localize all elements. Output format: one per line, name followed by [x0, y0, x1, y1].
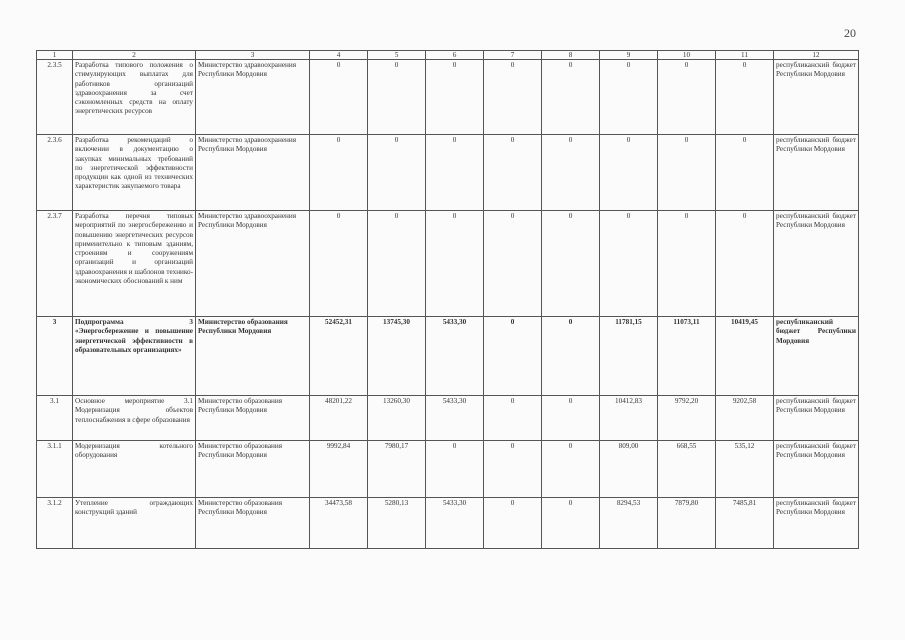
- row-executor: Министерство здравоохранения Республики Мордовия: [196, 60, 310, 135]
- row-source: республиканский бюджет Республики Мордовия: [774, 498, 859, 549]
- row-value: 10419,45: [716, 317, 774, 396]
- table-row: [37, 135, 859, 211]
- header-cell: 6: [426, 51, 484, 60]
- row-executor: Министерство образования Республики Мордовия: [196, 396, 310, 441]
- row-value: 9992,84: [310, 441, 368, 498]
- row-value: 13745,30: [368, 317, 426, 396]
- row-executor: Министерство здравоохранения Республики Мордовия: [196, 135, 310, 211]
- table-row-subprogram: [37, 317, 859, 396]
- row-value: 0: [542, 211, 600, 317]
- row-value: 0: [542, 498, 600, 549]
- row-value: 0: [542, 441, 600, 498]
- row-value: 48201,22: [310, 396, 368, 441]
- table-row: [37, 441, 859, 498]
- header-cell: 7: [484, 51, 542, 60]
- row-value: 0: [310, 60, 368, 135]
- table-row: [37, 60, 859, 135]
- row-value: 5280,13: [368, 498, 426, 549]
- row-value: 34473,58: [310, 498, 368, 549]
- row-value: 0: [542, 60, 600, 135]
- row-value: 9202,58: [716, 396, 774, 441]
- row-source: республиканский бюджет Республики Мордовия: [774, 317, 859, 396]
- row-value: 0: [426, 60, 484, 135]
- row-value: 7485,81: [716, 498, 774, 549]
- header-cell: 5: [368, 51, 426, 60]
- row-value: 0: [716, 135, 774, 211]
- row-value: 10412,83: [600, 396, 658, 441]
- row-name: Подпрограмма 3 «Энергосбережение и повышение энергетической эффективности в образовательных организациях»: [73, 317, 196, 396]
- row-value: 0: [426, 211, 484, 317]
- row-number: 2.3.7: [37, 211, 73, 317]
- row-value: 0: [542, 317, 600, 396]
- table-row: [37, 396, 859, 441]
- row-value: 7879,80: [658, 498, 716, 549]
- row-value: 52452,31: [310, 317, 368, 396]
- row-value: 0: [368, 211, 426, 317]
- row-name: Разработка типового положения о стимулирующих выплатах для работников организаций здравоохранения за счет сэкономленных средств на оплату энергетических ресурсов: [73, 60, 196, 135]
- header-cell: 2: [73, 51, 196, 60]
- row-value: 0: [484, 498, 542, 549]
- row-value: 0: [484, 396, 542, 441]
- row-value: 5433,30: [426, 317, 484, 396]
- row-value: 0: [658, 211, 716, 317]
- row-value: 535,12: [716, 441, 774, 498]
- row-name: Разработка рекомендаций о включении в документацию о закупках минимальных требований по энергетической эффективности продукции как одной из технических характеристик закупаемого товара: [73, 135, 196, 211]
- row-value: 5433,30: [426, 498, 484, 549]
- row-source: республиканский бюджет Республики Мордовия: [774, 211, 859, 317]
- row-value: 5433,30: [426, 396, 484, 441]
- row-executor: Министерство образования Республики Мордовия: [196, 317, 310, 396]
- row-number: 2.3.6: [37, 135, 73, 211]
- row-value: 0: [484, 317, 542, 396]
- row-value: 0: [426, 135, 484, 211]
- header-row: [37, 51, 859, 60]
- header-cell: 3: [196, 51, 310, 60]
- row-executor: Министерство образования Республики Мордовия: [196, 498, 310, 549]
- row-value: 0: [600, 211, 658, 317]
- header-cell: 4: [310, 51, 368, 60]
- header-cell: 9: [600, 51, 658, 60]
- row-name: Утепление ограждающих конструкций зданий: [73, 498, 196, 549]
- header-cell: 12: [774, 51, 859, 60]
- row-value: 0: [600, 135, 658, 211]
- row-number: 3.1.1: [37, 441, 73, 498]
- row-value: 8294,53: [600, 498, 658, 549]
- header-cell: 11: [716, 51, 774, 60]
- row-value: 0: [426, 441, 484, 498]
- row-source: республиканский бюджет Республики Мордовия: [774, 441, 859, 498]
- row-value: 13260,30: [368, 396, 426, 441]
- row-value: 0: [484, 60, 542, 135]
- row-name: Разработка перечня типовых мероприятий по энергосбережению и повышению энергетических ресурсов применительно к типовым зданиям, строениям и сооружениям организаций и организаций здравоохранения и шаблонов технико-экономических обоснований к ним: [73, 211, 196, 317]
- row-value: 0: [484, 211, 542, 317]
- table-row: [37, 211, 859, 317]
- row-value: 0: [368, 60, 426, 135]
- row-value: 0: [658, 135, 716, 211]
- row-value: 0: [600, 60, 658, 135]
- header-cell: 1: [37, 51, 73, 60]
- row-executor: Министерство здравоохранения Республики Мордовия: [196, 211, 310, 317]
- row-value: 0: [658, 60, 716, 135]
- row-value: 11073,11: [658, 317, 716, 396]
- row-value: 809,00: [600, 441, 658, 498]
- row-value: 9792,20: [658, 396, 716, 441]
- row-source: республиканский бюджет Республики Мордовия: [774, 135, 859, 211]
- row-value: 0: [368, 135, 426, 211]
- row-name: Основное мероприятие 3.1 Модернизация объектов теплоснабжения в сфере образования: [73, 396, 196, 441]
- row-value: 0: [716, 60, 774, 135]
- row-name: Модернизация котельного оборудования: [73, 441, 196, 498]
- row-value: 668,55: [658, 441, 716, 498]
- row-executor: Министерство образования Республики Мордовия: [196, 441, 310, 498]
- row-value: 7980,17: [368, 441, 426, 498]
- row-source: республиканский бюджет Республики Мордовия: [774, 396, 859, 441]
- row-number: 3: [37, 317, 73, 396]
- row-number: 3.1: [37, 396, 73, 441]
- header-cell: 10: [658, 51, 716, 60]
- row-value: 0: [484, 135, 542, 211]
- header-cell: 8: [542, 51, 600, 60]
- row-number: 3.1.2: [37, 498, 73, 549]
- row-value: 0: [310, 211, 368, 317]
- row-value: 0: [484, 441, 542, 498]
- row-value: 0: [542, 396, 600, 441]
- table-row: [37, 498, 859, 549]
- program-table: [36, 50, 859, 549]
- row-value: 0: [542, 135, 600, 211]
- row-value: 0: [310, 135, 368, 211]
- row-value: 11781,15: [600, 317, 658, 396]
- row-value: 0: [716, 211, 774, 317]
- row-source: республиканский бюджет Республики Мордовия: [774, 60, 859, 135]
- page-number: 20: [844, 26, 856, 40]
- row-number: 2.3.5: [37, 60, 73, 135]
